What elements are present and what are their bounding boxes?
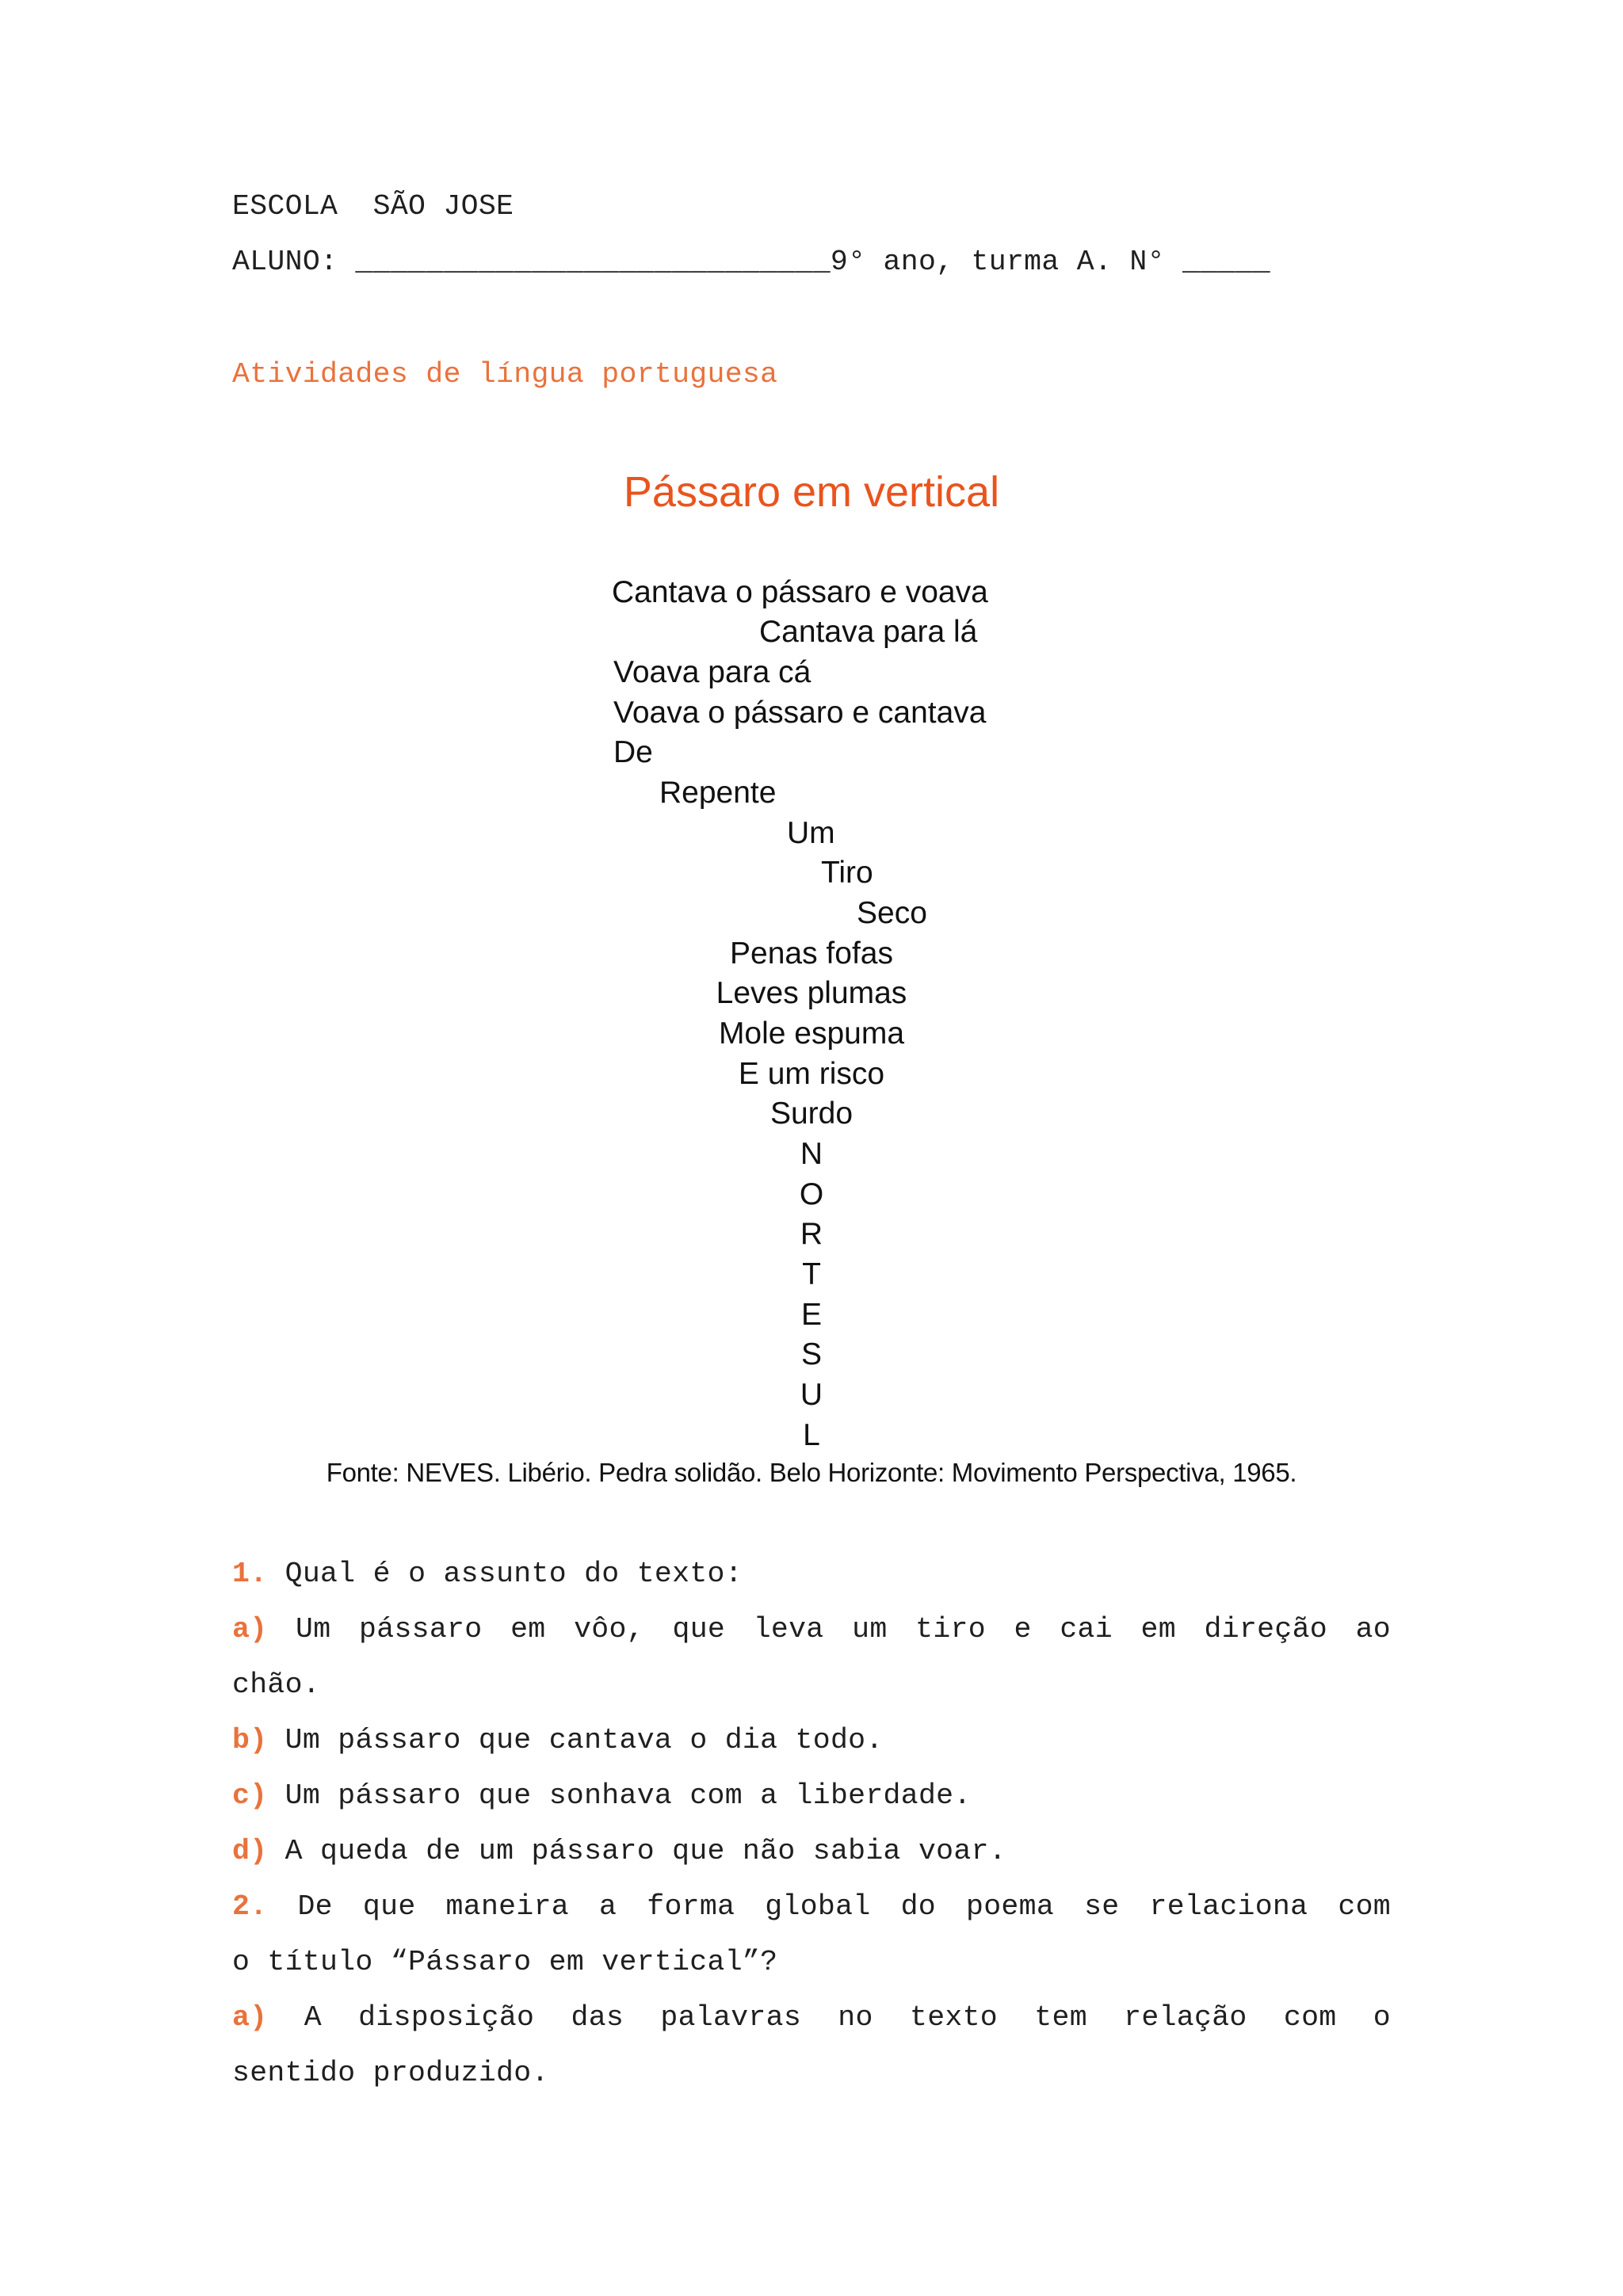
option-marker: b) bbox=[232, 1724, 268, 1756]
option-marker: a) bbox=[232, 2001, 268, 2034]
option-text: Um pássaro em vôo, que leva um tiro e cai em direção ao bbox=[296, 1613, 1391, 1646]
option-1c bbox=[232, 1779, 1391, 1812]
option-2a bbox=[232, 2001, 1391, 2034]
poem-line: Leves plumas bbox=[716, 976, 907, 1010]
poem-line: Mole espuma bbox=[718, 1016, 905, 1051]
option-1a-continuation: chão. bbox=[232, 1669, 321, 1701]
option-1b bbox=[232, 1724, 1391, 1756]
option-1d bbox=[232, 1835, 1391, 1867]
poem-line: Repente bbox=[659, 776, 777, 810]
poem-line: Penas fofas bbox=[730, 936, 893, 971]
poem-line: Voava o pássaro e cantava bbox=[613, 696, 987, 730]
option-2a-continuation: sentido produzido. bbox=[232, 2057, 549, 2089]
poem-letter: U bbox=[800, 1378, 823, 1412]
student-info-line: ALUNO: ___________________________9° ano, turma A. N° _____ bbox=[232, 246, 1271, 278]
poem-letter: N bbox=[800, 1137, 823, 1171]
poem-letter: T bbox=[802, 1257, 821, 1291]
poem-line: Voava para cá bbox=[613, 655, 812, 689]
option-text: Um pássaro que sonhava com a liberdade. bbox=[285, 1779, 972, 1812]
poem-letter: E bbox=[800, 1298, 823, 1332]
question-text: De que maneira a forma global do poema se relaciona com bbox=[297, 1890, 1391, 1923]
poem-line: Surdo bbox=[769, 1097, 854, 1131]
option-marker: c) bbox=[232, 1779, 268, 1812]
question-number: 2. bbox=[232, 1890, 268, 1923]
poem-line: Cantava o pássaro e voava bbox=[612, 575, 988, 609]
school-name: ESCOLA SÃO JOSE bbox=[232, 190, 514, 223]
activities-heading: Atividades de língua portuguesa bbox=[232, 358, 778, 391]
question-text: Qual é o assunto do texto: bbox=[285, 1558, 743, 1590]
poem-letter: R bbox=[800, 1217, 823, 1251]
question-1 bbox=[232, 1558, 1391, 1590]
option-text: A queda de um pássaro que não sabia voar. bbox=[285, 1835, 1006, 1867]
poem-line: De bbox=[613, 735, 653, 769]
option-text: A disposição das palavras no texto tem relação com o bbox=[304, 2001, 1391, 2034]
poem-letter: S bbox=[800, 1337, 823, 1371]
option-1a bbox=[232, 1613, 1391, 1646]
option-marker: a) bbox=[232, 1613, 268, 1646]
poem-line: E um risco bbox=[738, 1057, 885, 1091]
poem-line: Tiro bbox=[821, 856, 873, 890]
poem-line: Cantava para lá bbox=[759, 615, 978, 649]
poem-title: Pássaro em vertical bbox=[623, 468, 1000, 516]
option-marker: d) bbox=[232, 1835, 268, 1867]
question-2 bbox=[232, 1890, 1391, 1923]
poem-line: Seco bbox=[857, 896, 927, 930]
poem-source-citation: Fonte: NEVES. Libério. Pedra solidão. Belo Horizonte: Movimento Perspectiva, 1965. bbox=[326, 1458, 1297, 1487]
poem-line: Um bbox=[787, 816, 835, 850]
question-2-continuation: o título “Pássaro em vertical”? bbox=[232, 1946, 778, 1978]
poem-letter: O bbox=[799, 1177, 824, 1211]
option-text: Um pássaro que cantava o dia todo. bbox=[285, 1724, 884, 1756]
poem-letter: L bbox=[803, 1418, 820, 1452]
question-number: 1. bbox=[232, 1558, 268, 1590]
